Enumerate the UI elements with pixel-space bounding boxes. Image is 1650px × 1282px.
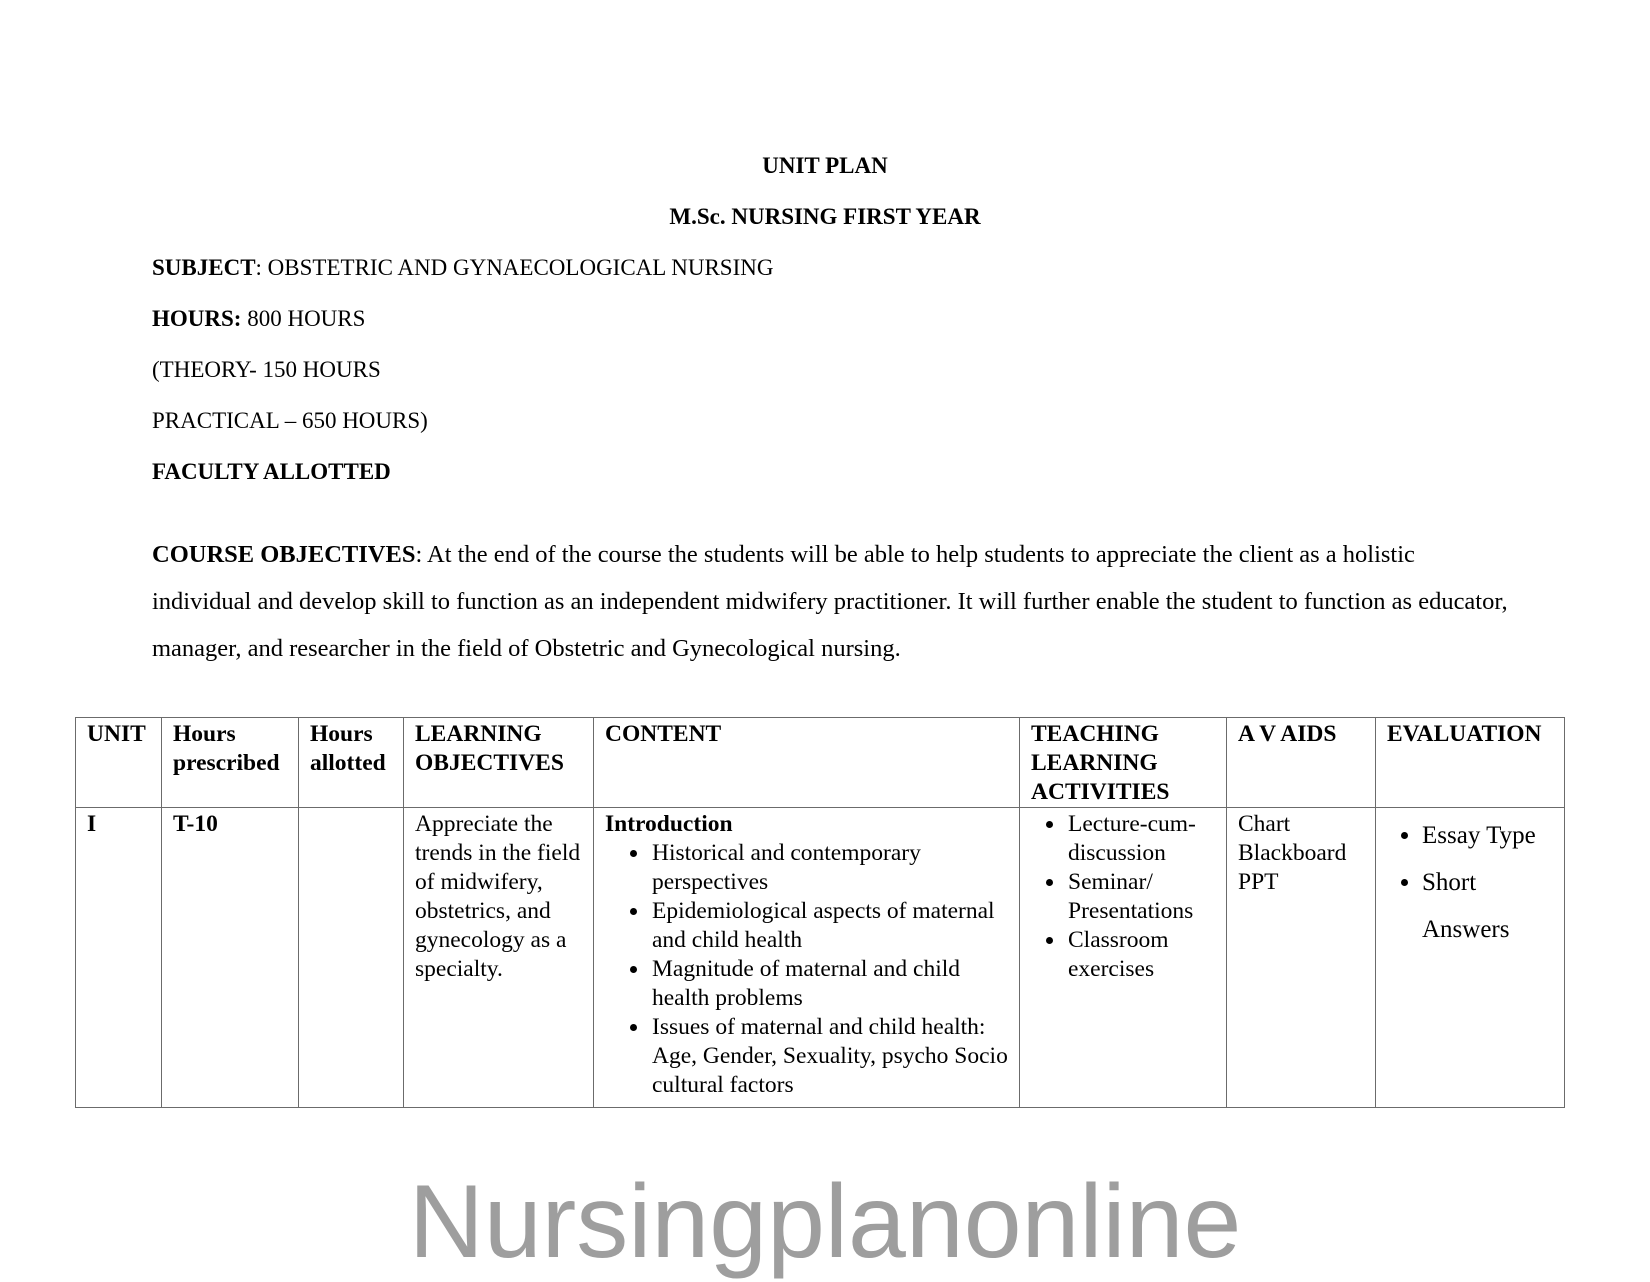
- page-subtitle: M.Sc. NURSING FIRST YEAR: [669, 204, 981, 229]
- header-learning-objectives: LEARNING OBJECTIVES: [404, 718, 594, 808]
- objectives-text: : At the end of the course the students will be able to help students to appreciate the client as a holistic individual and develop skill to function as an independent midwifery practitioner. It will further enable the student to function as educator, manager, and researcher in the field of Obstetric and Gynecological nursing.: [152, 541, 1508, 662]
- table-row: [76, 808, 1565, 1108]
- header-av-aids: A V AIDS: [1227, 718, 1376, 808]
- av-aid-item: Blackboard: [1238, 840, 1347, 866]
- cell-hours-prescribed: T-10: [162, 808, 299, 1108]
- course-objectives: [152, 531, 1512, 672]
- header-teaching-activities: TEACHING LEARNING ACTIVITIES: [1020, 718, 1227, 808]
- table-header-row: [76, 718, 1565, 808]
- header-unit: UNIT: [76, 718, 162, 808]
- list-item: • Magnitude of maternal and child health problems: [650, 955, 1009, 1013]
- subject-value: : OBSTETRIC AND GYNAECOLOGICAL NURSING: [255, 255, 774, 280]
- theory-line: (THEORY- 150 HOURS: [152, 357, 381, 382]
- cell-learning-objectives: Appreciate the trends in the field of midwifery, obstetrics, and gynecology as a specialty.: [404, 808, 594, 1108]
- content-title: Introduction: [605, 811, 733, 837]
- subject-line: [152, 255, 773, 281]
- av-aid-item: PPT: [1238, 869, 1279, 895]
- list-item: • Classroom exercises: [1066, 926, 1216, 984]
- subject-label: SUBJECT: [152, 255, 256, 280]
- hours-value: 800 HOURS: [241, 306, 366, 331]
- cell-av-aids: [1227, 808, 1376, 1108]
- header-hours-allotted: Hours allotted: [299, 718, 404, 808]
- list-item: • Short Answers: [1422, 859, 1554, 953]
- unit-plan-table: [75, 717, 1565, 1108]
- evaluation-list: [1387, 812, 1554, 953]
- cell-teaching-activities: [1020, 808, 1227, 1108]
- objectives-label: COURSE OBJECTIVES: [152, 541, 416, 568]
- cell-content: [594, 808, 1020, 1108]
- watermark-text: Nursingplanonline: [408, 1164, 1242, 1280]
- cell-unit: I: [76, 808, 162, 1108]
- hours-label: HOURS:: [152, 306, 242, 331]
- av-aid-item: Chart: [1238, 811, 1291, 837]
- cell-evaluation: [1376, 808, 1565, 1108]
- faculty-line: FACULTY ALLOTTED: [152, 459, 391, 484]
- list-item: • Lecture-cum-discussion: [1066, 810, 1216, 868]
- hours-line: [152, 306, 365, 332]
- page-title: UNIT PLAN: [762, 153, 888, 178]
- header-evaluation: EVALUATION: [1376, 718, 1565, 808]
- list-item: • Historical and contemporary perspectives: [650, 839, 1009, 897]
- header-hours-prescribed: Hours prescribed: [162, 718, 299, 808]
- activities-list: [1031, 810, 1216, 984]
- list-item: • Seminar/ Presentations: [1066, 868, 1216, 926]
- cell-hours-allotted: [299, 808, 404, 1108]
- list-item: • Essay Type: [1422, 812, 1554, 859]
- content-list: [605, 839, 1009, 1100]
- list-item: • Issues of maternal and child health: Age, Gender, Sexuality, psycho Socio cultural factors: [650, 1013, 1009, 1100]
- header-content: CONTENT: [594, 718, 1020, 808]
- practical-line: PRACTICAL – 650 HOURS): [152, 408, 428, 433]
- list-item: • Epidemiological aspects of maternal and child health: [650, 897, 1009, 955]
